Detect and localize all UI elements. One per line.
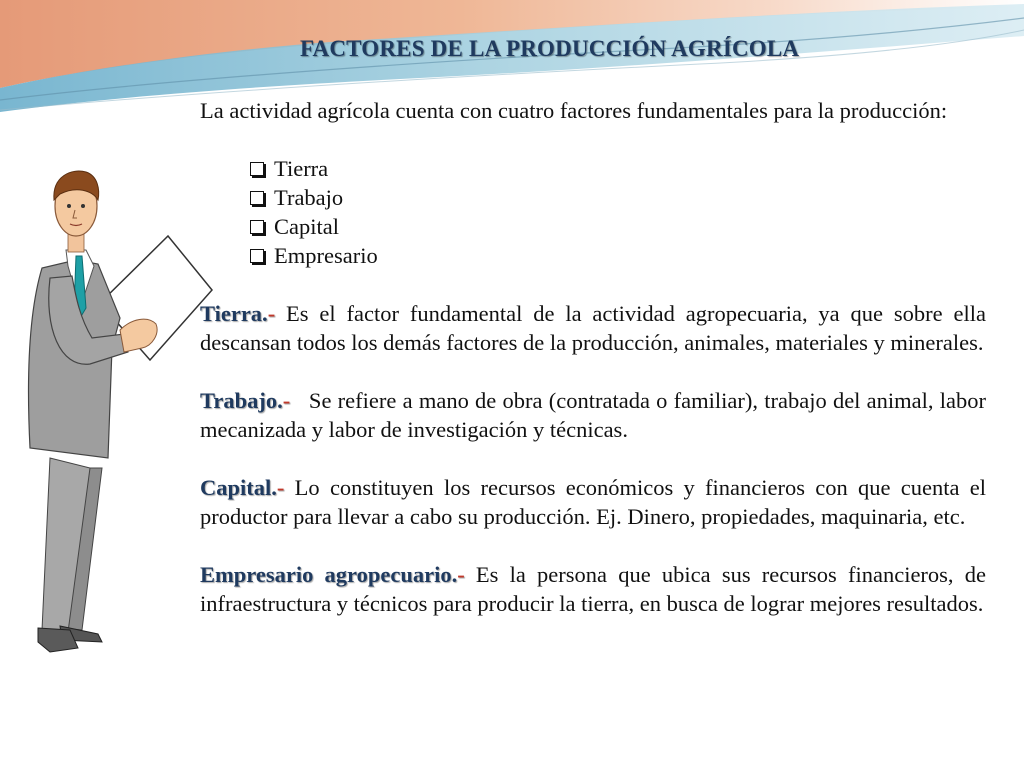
list-item	[250, 154, 986, 183]
list-item	[250, 183, 986, 212]
businessman-illustration	[20, 168, 220, 668]
slide-content	[200, 96, 992, 618]
factor-label: Trabajo	[274, 185, 344, 210]
definition-trabajo	[200, 386, 992, 444]
factors-list	[200, 154, 986, 270]
list-item	[250, 241, 986, 270]
checkbox-bullet-icon	[250, 249, 264, 263]
checkbox-bullet-icon	[250, 220, 264, 234]
intro-paragraph: La actividad agrícola cuenta con cuatro factores fundamentales para la producción:	[200, 98, 948, 123]
list-item	[250, 212, 986, 241]
definition-term: Trabajo.	[200, 388, 283, 413]
definition-tierra	[200, 299, 986, 357]
checkbox-bullet-icon	[250, 162, 264, 176]
factor-label: Empresario	[274, 243, 378, 268]
factor-label: Tierra	[274, 156, 329, 181]
definition-capital	[200, 473, 986, 531]
definition-text: Es el factor fundamental de la actividad agropecuaria, ya que sobre ella descansan todos los demás factores de la producción, animales, materiales y minerales.	[200, 301, 986, 355]
definition-text: Lo constituyen los recursos económicos y financieros con que cuenta el productor para llevar a cabo su producción. Ej. Dinero, propiedades, maquinaria, etc.	[200, 475, 986, 529]
factor-label: Capital	[274, 214, 339, 239]
checkbox-bullet-icon	[250, 191, 264, 205]
definition-dash: -	[282, 388, 291, 413]
definition-text: Es la persona que ubica sus recursos financieros, de infraestructura y técnicos para producir la tierra, en busca de lograr mejores resultados.	[200, 562, 986, 616]
definition-empresario	[200, 560, 986, 618]
definition-dash: -	[276, 475, 285, 500]
definition-dash: -	[267, 301, 276, 326]
definition-term: Tierra.	[200, 301, 268, 326]
definition-text: Se refiere a mano de obra (contratada o familiar), trabajo del animal, labor mecanizada y labor de investigación y técnicas.	[200, 388, 992, 442]
definition-dash: -	[457, 562, 465, 587]
slide-title: FACTORES DE LA PRODUCCIÓN AGRÍCOLA	[300, 36, 800, 61]
definition-term: Empresario agropecuario.	[200, 562, 458, 587]
neck	[68, 234, 84, 252]
definition-term: Capital.	[200, 475, 277, 500]
